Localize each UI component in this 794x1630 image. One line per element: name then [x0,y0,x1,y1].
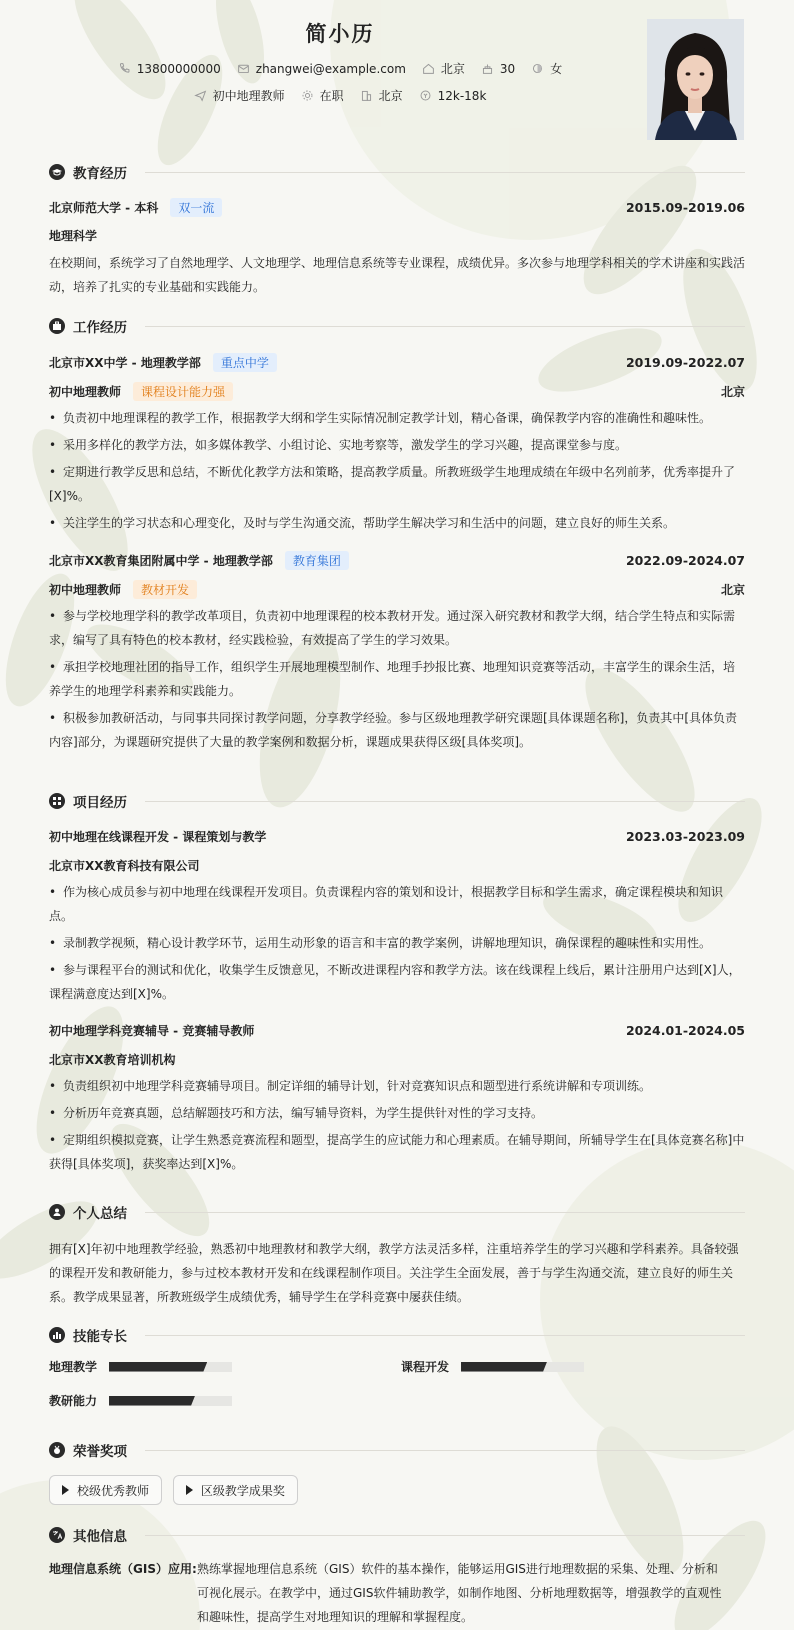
section-divider [145,801,745,802]
awards-title: 荣誉奖项 [73,1444,127,1460]
skills-header [49,1324,745,1346]
section-divider [145,1335,745,1336]
job-intent-row [0,87,680,104]
age-text: 30 [499,61,516,76]
company-tag: 重点中学 [213,353,277,372]
education-section [49,161,745,299]
section-divider [145,1535,745,1536]
graduation-cap-icon [49,164,65,180]
section-divider [145,1450,745,1451]
play-icon [62,1485,69,1495]
send-icon [194,89,207,102]
cake-icon [481,62,494,75]
gear-icon [301,89,314,102]
projects-title: 项目经历 [73,795,127,811]
work-date: 2019.09-2022.07 [625,354,745,370]
salary-text: 12k-18k [437,88,487,103]
section-divider [145,172,745,173]
skill-item [49,1392,232,1409]
company-name: 北京市XX教育集团附属中学 - 地理教学部 [49,553,273,568]
skill-level-fill [109,1362,207,1372]
project-entry [49,826,745,1006]
list-item: • 关注学生的学习状态和心理变化，及时与学生沟通交流，帮助学生解决学习和生活中的问题，建立良好的师生关系。 [49,516,676,530]
education-title: 教育经历 [73,166,127,182]
bar-chart-icon [49,1327,65,1343]
summary-title: 个人总结 [73,1206,127,1222]
job-role: 初中地理教师 [49,582,122,597]
building-icon [360,89,373,102]
work-entry [49,550,745,754]
skills-section [49,1324,745,1428]
candidate-name: 简小历 [305,22,375,46]
projects-header [49,790,745,812]
project-org: 北京市XX教育培训机构 [49,1052,176,1067]
project-date: 2024.01-2024.05 [625,1022,745,1038]
education-description: 在校期间，系统学习了自然地理学、人文地理学、地理信息系统等专业课程，成绩优异。多次参与地理学科相关的学术讲座和实践活动，培养了扎实的专业基础和实践能力。 [49,256,746,294]
education-header [49,161,745,183]
award-chip [49,1475,162,1505]
company-name: 北京市XX中学 - 地理教学部 [49,355,201,370]
salary-info [419,89,487,103]
list-item: • 分析历年竞赛真题，总结解题技巧和方法，编写辅导资料，为学生提供针对性的学习支持。 [49,1106,544,1120]
job-role: 初中地理教师 [49,384,122,399]
other-item [49,1557,745,1629]
home-icon [422,62,435,75]
project-name: 初中地理在线课程开发 - 课程策划与教学 [49,829,267,844]
city-text: 北京 [440,62,465,76]
list-item: • 参与课程平台的测试和优化，收集学生反馈意见，不断改进课程内容和教学方法。该在线课程上线后，累计注册用户达到[X]人，课程满意度达到[X]%。 [49,963,741,1001]
skill-bar [109,1396,232,1406]
awards-section [49,1439,745,1505]
projects-section [49,790,745,1179]
gender-text: 女 [550,62,563,76]
work-entry [49,352,745,535]
project-date: 2023.03-2023.09 [625,828,745,844]
school-tag: 双一流 [170,198,222,217]
list-item: • 定期组织模拟竞赛，让学生熟悉竞赛流程和题型，提高学生的应试能力和心理素质。在辅导期间，所辅导学生在[具体竞赛名称]中获得[具体奖项]，获奖率达到[X]%。 [49,1133,745,1171]
work-city: 北京 [720,384,745,399]
phone-icon [118,62,131,75]
role-tag: 课程设计能力强 [133,382,233,401]
phone-info [118,62,221,76]
play-icon [186,1485,193,1495]
position-text: 初中地理教师 [212,89,285,103]
grid-icon [49,793,65,809]
list-item: • 作为核心成员参与初中地理在线课程开发项目。负责课程内容的策划和设计，根据教学目标和学生需求，确定课程模块和知识点。 [49,885,724,923]
gender-icon [531,62,544,75]
list-item: • 积极参加教研活动，与同事共同探讨教学问题，分享教学经验。参与区级地理教学研究课题[具体课题名称]，负责其中[具体负责内容]部分，为课题研究提供了大量的教学案例和数据分析，课题成果获得区级[具体奖项]。 [49,711,738,749]
phone-text: 13800000000 [136,61,221,76]
work-title: 工作经历 [73,320,127,336]
summary-header [49,1201,745,1223]
coin-icon [419,89,432,102]
status-info [301,87,344,104]
other-header [49,1524,745,1546]
project-entry [49,1020,745,1176]
skill-name: 地理教学 [49,1360,98,1374]
major: 地理科学 [49,228,98,243]
email-text: zhangwei@example.com [255,61,406,76]
other-title: 其他信息 [73,1529,127,1545]
work-section [49,315,745,757]
list-item: • 采用多样化的教学方法，如多媒体教学、小组讨论、实地考察等，激发学生的学习兴趣，提高课堂参与度。 [49,438,628,452]
skill-bar [461,1362,584,1372]
education-date: 2015.09-2019.06 [625,199,745,215]
summary-text: 拥有[X]年初中地理教学经验，熟悉初中地理教材和教学大纲，教学方法灵活多样，注重培养学生的学习兴趣和学科素养。具备较强的课程开发和教研能力，参与过校本教材开发和在线课程制作项目。关注学生全面发展，善于与学生沟通交流，建立良好的师生关系。教学成果显著，所教班级学生成绩优秀，辅导学生在学科竞赛中屡获佳绩。 [49,1242,739,1304]
section-divider [145,326,745,327]
contact-row [0,60,680,77]
awards-list [49,1475,745,1505]
target-city-text: 北京 [378,89,403,103]
skill-level-fill [109,1396,195,1406]
school-name: 北京师范大学 - 本科 [49,200,159,215]
summary-section [49,1201,745,1309]
other-section [49,1524,745,1629]
list-item: • 负责组织初中地理学科竞赛辅导项目。制定详细的辅导计划，针对竞赛知识点和题型进行系统讲解和专项训练。 [49,1079,652,1093]
education-entry [49,197,745,299]
age-info [481,62,515,76]
award-label: 校级优秀教师 [77,1483,150,1498]
skills-title: 技能专长 [73,1329,127,1345]
skills-list [49,1358,745,1428]
awards-header [49,1439,745,1461]
skill-name: 课程开发 [401,1360,450,1374]
work-header [49,315,745,337]
section-divider [145,1212,745,1213]
email-info [237,62,406,76]
skill-level-fill [461,1362,547,1372]
status-text: 在职 [319,89,344,103]
list-item: • 录制教学视频，精心设计教学环节，运用生动形象的语言和丰富的教学案例，讲解地理知识，确保课程的趣味性和实用性。 [49,936,712,950]
city-info [422,60,465,77]
company-tag: 教育集团 [285,551,349,570]
position-info [194,87,285,104]
list-item: • 承担学校地理社团的指导工作，组织学生开展地理模型制作、地理手抄报比赛、地理知识竞赛等活动，丰富学生的课余生活，培养学生的地理学科素养和实践能力。 [49,660,736,698]
project-org: 北京市XX教育科技有限公司 [49,858,200,873]
mail-icon [237,62,250,75]
gender-info [531,60,562,77]
skill-bar [109,1362,232,1372]
target-city-info [360,87,403,104]
skill-item [49,1358,232,1375]
project-name: 初中地理学科竞赛辅导 - 竞赛辅导教师 [49,1023,255,1038]
briefcase-icon [49,318,65,334]
work-date: 2022.09-2024.07 [625,552,745,568]
other-label: 地理信息系统（GIS）应用: [49,1562,197,1576]
translate-icon [49,1527,65,1543]
role-tag: 教材开发 [133,580,197,599]
profile-photo [647,19,744,140]
list-item: • 参与学校地理学科的教学改革项目，负责初中地理课程的校本教材开发。通过深入研究教材和教学大纲，结合学生特点和实际需求，编写了具有特色的校本教材，经实践检验，有效提高了学生的学习效果。 [49,609,736,647]
list-item: • 负责初中地理课程的教学工作，根据教学大纲和学生实际情况制定教学计划，精心备课，确保教学内容的准确性和趣味性。 [49,411,712,425]
award-chip [173,1475,298,1505]
work-city: 北京 [720,582,745,597]
other-text: 熟练掌握地理信息系统（GIS）软件的基本操作，能够运用GIS进行地理数据的采集、处理、分析和可视化展示。在教学中，通过GIS软件辅助教学，如制作地图、分析地理数据等，增强教学的直观性和趣味性，提高学生对地理知识的理解和掌握程度。 [197,1562,722,1624]
user-icon [49,1204,65,1220]
resume-header [0,0,794,150]
medal-icon [49,1442,65,1458]
award-label: 区级教学成果奖 [200,1483,285,1498]
skill-item [401,1358,584,1375]
skill-name: 教研能力 [49,1394,98,1408]
list-item: • 定期进行教学反思和总结，不断优化教学方法和策略，提高教学质量。所教班级学生地理成绩在年级中名列前茅，优秀率提升了[X]%。 [49,465,736,503]
